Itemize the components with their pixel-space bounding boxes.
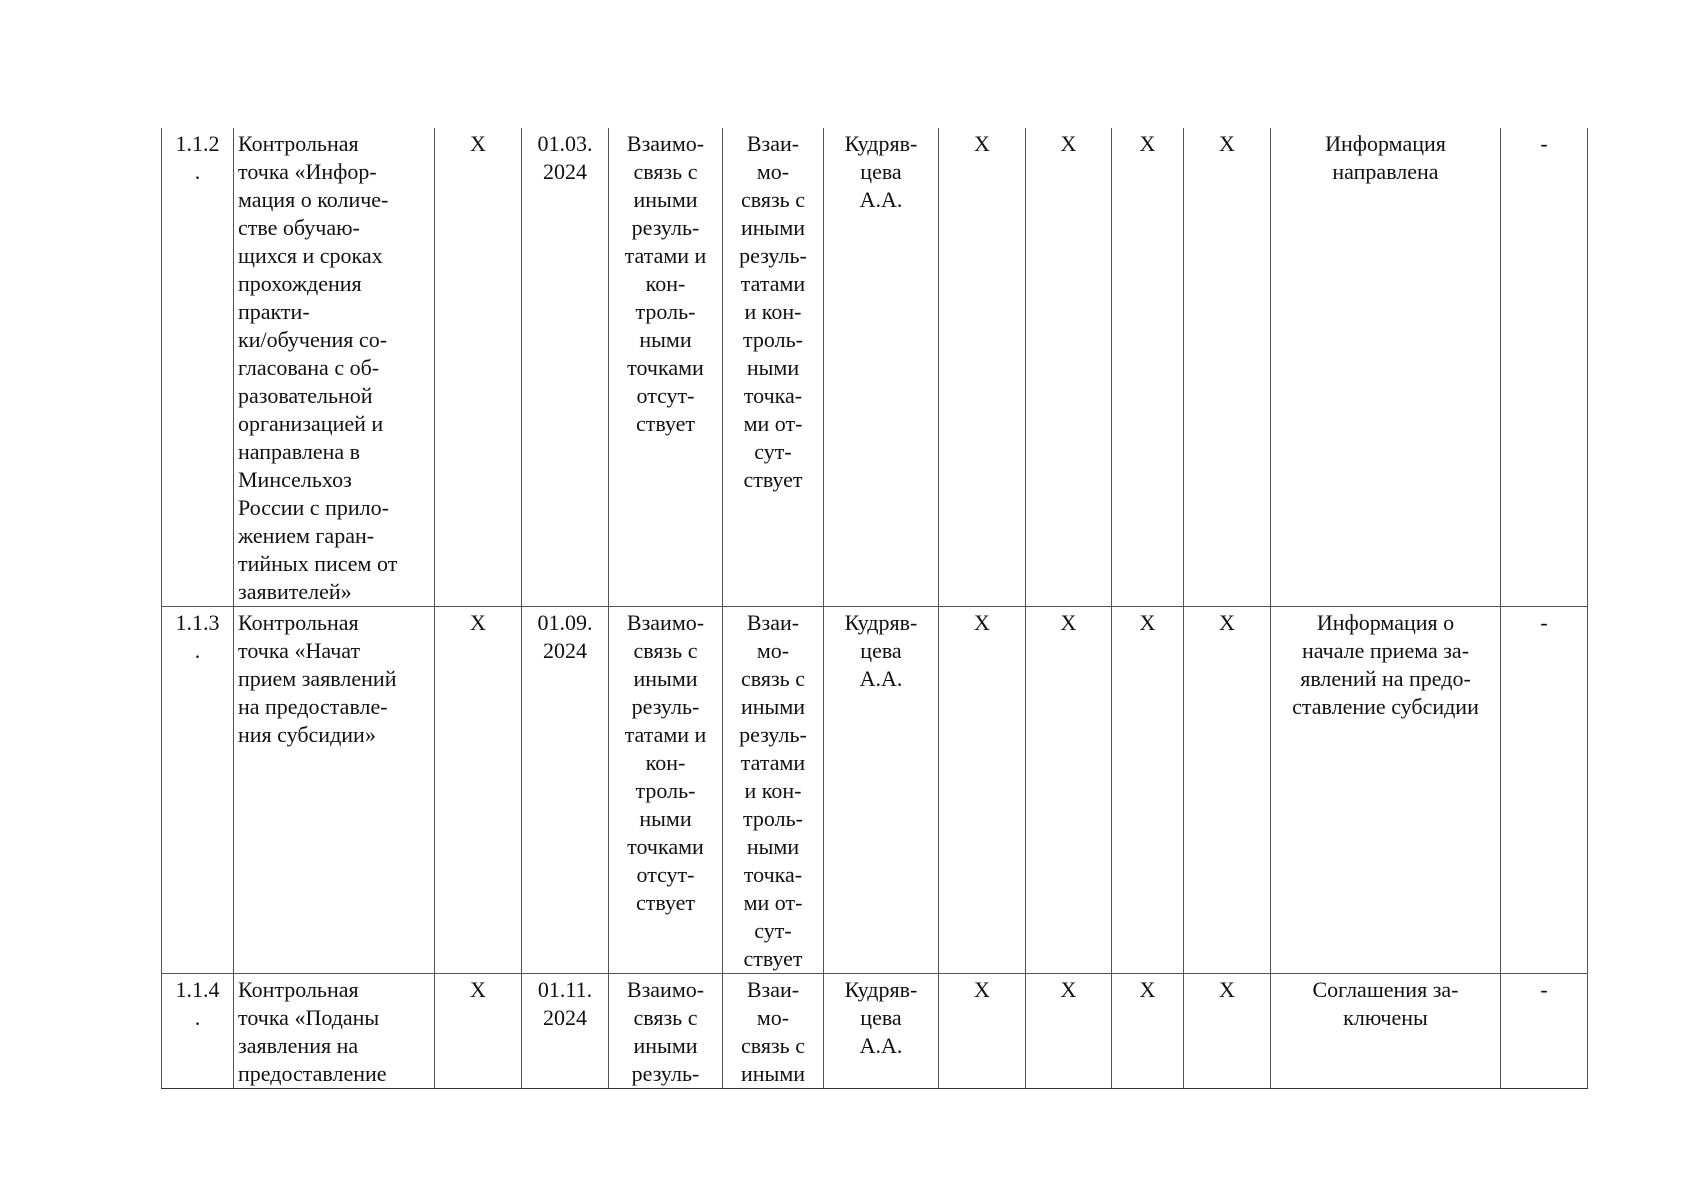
- cell-dash: -: [1501, 974, 1588, 1089]
- row-number: 1.1.3 .: [162, 607, 234, 974]
- cell-dash: -: [1501, 607, 1588, 974]
- row-number: 1.1.4 .: [162, 974, 234, 1089]
- table-row: [162, 607, 1588, 974]
- control-point-name: Контрольная точка «Начат прием заявлений на предоставле- ния субсидии»: [234, 607, 435, 974]
- cell-dash: -: [1501, 128, 1588, 607]
- responsible-person: Кудряв- цева А.А.: [824, 974, 939, 1089]
- result-description: Информация о начале приема за- явлений на предо- ставление субсидии: [1271, 607, 1501, 974]
- cell-x-mark: X: [939, 128, 1026, 607]
- result-description: Информация направлена: [1271, 128, 1501, 607]
- cell-x-mark: X: [939, 974, 1026, 1089]
- responsible-person: Кудряв- цева А.А.: [824, 128, 939, 607]
- responsible-person: Кудряв- цева А.А.: [824, 607, 939, 974]
- cell-x-mark: X: [1112, 607, 1184, 974]
- due-date: 01.09. 2024: [522, 607, 609, 974]
- cell-x-mark: X: [939, 607, 1026, 974]
- cell-x-mark: X: [1112, 974, 1184, 1089]
- control-point-name: Контрольная точка «Поданы заявления на предоставление: [234, 974, 435, 1089]
- cell-x-mark: X: [1026, 128, 1112, 607]
- cell-x-mark: X: [1184, 607, 1271, 974]
- cell-x-mark: X: [1026, 974, 1112, 1089]
- cell-x-mark: X: [435, 128, 522, 607]
- due-date: 01.03. 2024: [522, 128, 609, 607]
- table-row: [162, 974, 1588, 1089]
- row-number: 1.1.2 .: [162, 128, 234, 607]
- cell-x-mark: X: [1184, 128, 1271, 607]
- link-description: Взаимо- связь с иными резуль- татами и кон- троль- ными точками отсут- ствует: [609, 128, 723, 607]
- cell-x-mark: X: [1026, 607, 1112, 974]
- link-description-secondary: Взаи- мо- связь с иными резуль- татами и кон- троль- ными точка- ми от- сут- ствует: [723, 607, 824, 974]
- control-point-name: Контрольная точка «Инфор- мация о количе- стве обучаю- щихся и сроках прохождения практи- ки/обучения со- гласована с об- разовательной организацией и направлена в Минсельхоз России с прило- жением гаран- тийных писем от заявителей»: [234, 128, 435, 607]
- control-points-table: [161, 128, 1588, 1089]
- cell-x-mark: X: [1184, 974, 1271, 1089]
- link-description-secondary: Взаи- мо- связь с иными: [723, 974, 824, 1089]
- table-row: [162, 128, 1588, 607]
- link-description: Взаимо- связь с иными резуль- татами и кон- троль- ными точками отсут- ствует: [609, 607, 723, 974]
- cell-x-mark: X: [1112, 128, 1184, 607]
- link-description: Взаимо- связь с иными резуль-: [609, 974, 723, 1089]
- cell-x-mark: X: [435, 607, 522, 974]
- link-description-secondary: Взаи- мо- связь с иными резуль- татами и кон- троль- ными точка- ми от- сут- ствует: [723, 128, 824, 607]
- due-date: 01.11. 2024: [522, 974, 609, 1089]
- result-description: Соглашения за- ключены: [1271, 974, 1501, 1089]
- cell-x-mark: X: [435, 974, 522, 1089]
